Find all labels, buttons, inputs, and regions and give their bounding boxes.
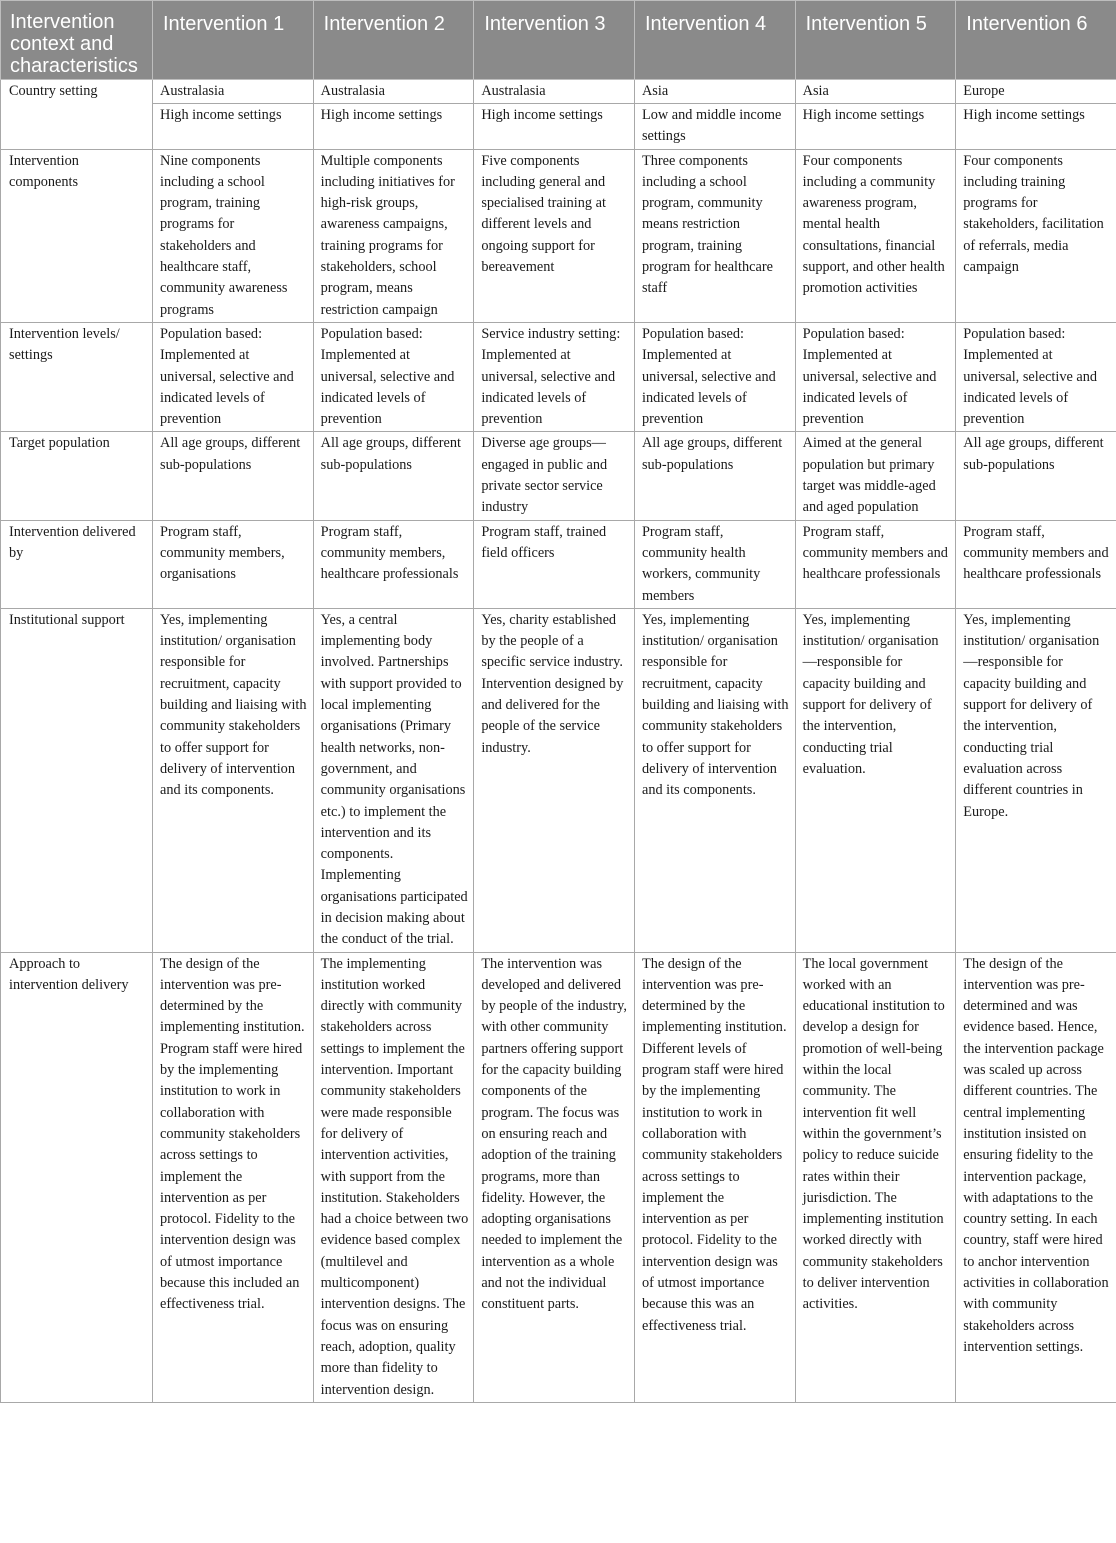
table-cell: Yes, implementing institution/ organisation—responsible for capacity building and support for delivery of the intervention, conducting trial evaluation. (795, 608, 956, 952)
table-row-approach (1, 952, 1116, 1402)
table-row-delivered-by (1, 520, 1116, 608)
table-row-institutional-support (1, 608, 1116, 952)
table-cell (795, 80, 956, 150)
header-row (1, 1, 1116, 80)
country-income: High income settings (160, 107, 282, 123)
table-cell (956, 80, 1116, 150)
row-label: Intervention levels/ settings (1, 322, 153, 431)
table-cell: Population based: Implemented at universal, selective and indicated levels of prevention (956, 322, 1116, 431)
country-region: Australasia (153, 80, 313, 104)
table-cell: Program staff, community health workers, community members (634, 520, 795, 608)
row-label: Institutional support (1, 608, 153, 952)
header-intervention-3: Intervention 3 (474, 1, 635, 80)
table-cell: All age groups, different sub-populations (956, 432, 1116, 520)
table-cell: The implementing institution worked directly with community stakeholders across settings to implement the intervention. Important community stakeholders were made responsible for delivery of intervention activities, with support from the institution. Stakeholders had a choice between two evidence based complex (multilevel and multicomponent) intervention designs. The focus was on ensuring reach, adoption, quality more than fidelity to intervention design. (313, 952, 474, 1402)
header-first-line-2: context and (10, 33, 114, 55)
table-cell: Four components including a community awareness program, mental health consultations, financial support, and other health promotion activities (795, 149, 956, 322)
row-label: Approach to intervention delivery (1, 952, 153, 1402)
table-cell: Population based: Implemented at universal, selective and indicated levels of prevention (313, 322, 474, 431)
table-cell: Yes, a central implementing body involved. Partnerships with support provided to local implementing organisations (Primary health networks, non-government, and community organisations etc.) to implement the intervention and its components. Implementing organisations participated in decision making about the conduct of the trial. (313, 608, 474, 952)
header-intervention-4: Intervention 4 (634, 1, 795, 80)
header-first-line-1: Intervention (10, 11, 115, 33)
header-intervention-5: Intervention 5 (795, 1, 956, 80)
table-cell: Five components including general and specialised training at different levels and ongoing support for bereavement (474, 149, 635, 322)
table-row-target-population (1, 432, 1116, 520)
table-cell: Three components including a school program, community means restriction program, training program for healthcare staff (634, 149, 795, 322)
table-cell: Multiple components including initiatives for high-risk groups, awareness campaigns, training programs for stakeholders, school program, means restriction campaign (313, 149, 474, 322)
row-label: Intervention delivered by (1, 520, 153, 608)
table-cell: The design of the intervention was pre-determined by the implementing institution. Different levels of program staff were hired by the implementing institution to work in collaboration with community stakeholders across settings to implement the intervention as per protocol. Fidelity to the intervention design was of utmost importance because this was an effectiveness trial. (634, 952, 795, 1402)
country-region: Europe (956, 80, 1116, 104)
header-intervention-1: Intervention 1 (153, 1, 314, 80)
table-cell: Service industry setting: Implemented at universal, selective and indicated levels of prevention (474, 322, 635, 431)
table-cell: Four components including training programs for stakeholders, facilitation of referrals, media campaign (956, 149, 1116, 322)
country-region: Australasia (474, 80, 634, 104)
country-income: High income settings (320, 107, 443, 123)
table-cell: The design of the intervention was pre-determined and was evidence based. Hence, the intervention package was scaled up across different countries. The central implementing institution insisted on ensuring fidelity to the intervention package, with adaptations to the country setting. In each country, staff were hired to anchor intervention activities in collaboration with community stakeholders across intervention settings. (956, 952, 1116, 1402)
table-cell: The design of the intervention was pre-determined by the implementing institution. Program staff were hired by the implementing institution to work in collaboration with community stakeholders across settings to implement the intervention as per protocol. Fidelity to the intervention design was of utmost importance because this included an effectiveness trial. (153, 952, 314, 1402)
table-cell: Yes, implementing institution/ organisation responsible for recruitment, capacity building and liaising with community stakeholders to offer support for delivery of intervention and its components. (634, 608, 795, 952)
header-intervention-6: Intervention 6 (956, 1, 1116, 80)
table-cell: Population based: Implemented at universal, selective and indicated levels of prevention (153, 322, 314, 431)
row-label: Target population (1, 432, 153, 520)
table-row-country-setting (1, 80, 1116, 150)
table-cell: Program staff, trained field officers (474, 520, 635, 608)
table-cell: Program staff, community members, healthcare professionals (313, 520, 474, 608)
header-intervention-2: Intervention 2 (313, 1, 474, 80)
table-cell: Aimed at the general population but primary target was middle-aged and aged population (795, 432, 956, 520)
table-cell: Program staff, community members and healthcare professionals (956, 520, 1116, 608)
country-region: Asia (635, 80, 795, 104)
table-cell: Program staff, community members, organisations (153, 520, 314, 608)
table-cell: All age groups, different sub-populations (634, 432, 795, 520)
table-cell: Diverse age groups—engaged in public and private sector service industry (474, 432, 635, 520)
table-row-intervention-components (1, 149, 1116, 322)
table-cell (153, 80, 314, 150)
table-cell: Population based: Implemented at universal, selective and indicated levels of prevention (795, 322, 956, 431)
row-label: Intervention components (1, 149, 153, 322)
table-cell: The local government worked with an educational institution to develop a design for promotion of well-being within the local community. The intervention fit well within the government’s policy to reduce suicide rates within their jurisdiction. The implementing institution worked directly with community stakeholders to deliver intervention activities. (795, 952, 956, 1402)
table-cell: All age groups, different sub-populations (313, 432, 474, 520)
table-cell: Population based: Implemented at universal, selective and indicated levels of prevention (634, 322, 795, 431)
country-income: High income settings (481, 107, 603, 123)
header-first-column (1, 1, 153, 80)
table-cell (474, 80, 635, 150)
header-first-line-3: characteristics (10, 55, 138, 77)
table-cell: Yes, implementing institution/ organisation responsible for recruitment, capacity building and liaising with community stakeholders to offer support for delivery of intervention and its components. (153, 608, 314, 952)
table-cell (313, 80, 474, 150)
table-row-intervention-levels (1, 322, 1116, 431)
country-region: Australasia (314, 80, 474, 104)
row-label-country-setting: Country setting (1, 80, 153, 150)
table-cell: All age groups, different sub-populations (153, 432, 314, 520)
country-income: High income settings (963, 107, 1085, 123)
table-cell: Nine components including a school program, training programs for stakeholders and healthcare staff, community awareness programs (153, 149, 314, 322)
country-income: High income settings (802, 107, 925, 123)
table-cell: Yes, charity established by the people of a specific service industry. Intervention designed by and delivered for the people of the service industry. (474, 608, 635, 952)
table-cell: The intervention was developed and delivered by people of the industry, with other community partners offering support for the capacity building components of the program. The focus was on ensuring reach and adoption of the training programs, more than fidelity. However, the adopting organisations needed to implement the intervention as a whole and not the individual constituent parts. (474, 952, 635, 1402)
table-cell (634, 80, 795, 150)
country-income: Low and middle income settings (641, 107, 782, 145)
country-region: Asia (796, 80, 956, 104)
table-cell: Yes, implementing institution/ organisation—responsible for capacity building and support for delivery of the intervention, conducting trial evaluation across different countries in Europe. (956, 608, 1116, 952)
table-cell: Program staff, community members and healthcare professionals (795, 520, 956, 608)
